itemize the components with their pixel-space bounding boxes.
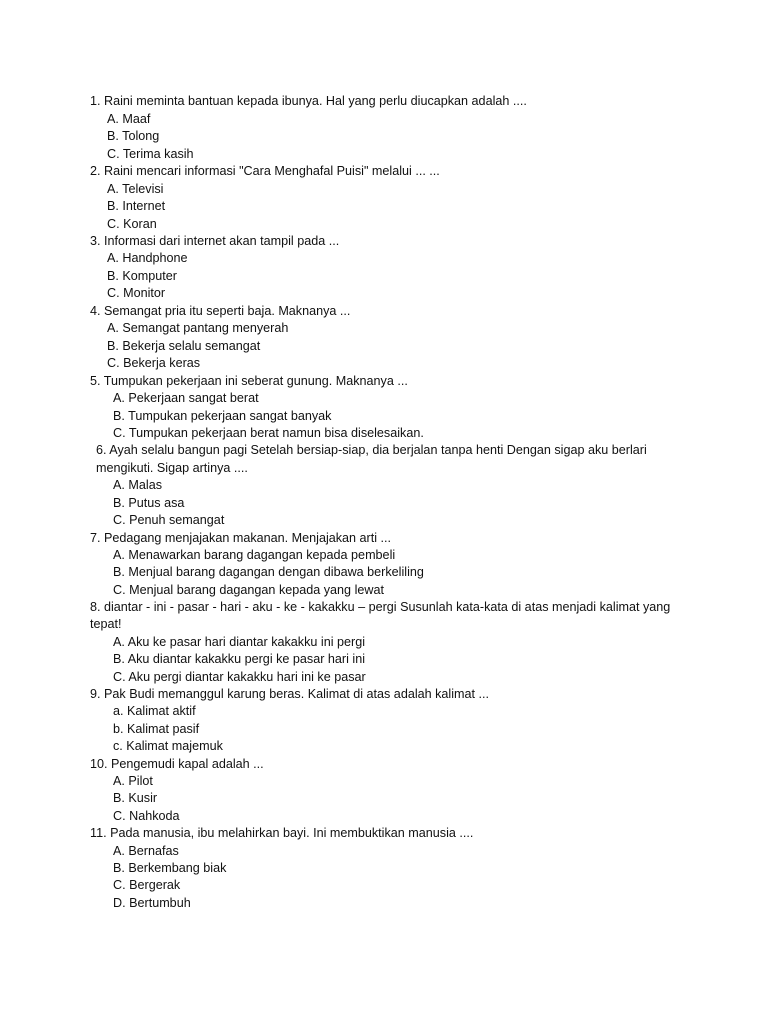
question-1-text: 1. Raini meminta bantuan kepada ibunya. Hal yang perlu diucapkan adalah .... (90, 94, 527, 108)
question-7-option-a: A. Menawarkan barang dagangan kepada pembeli (113, 547, 396, 562)
question-7-option-c: C. Menjual barang dagangan kepada yang lewat (113, 582, 384, 597)
question-7-text: 7. Pedagang menjajakan makanan. Menjajakan arti ... (90, 530, 392, 545)
question-2-option-a: A. Televisi (107, 181, 164, 196)
question-1-option-c: C. Terima kasih (107, 146, 194, 161)
question-6-option-a: A. Malas (113, 478, 162, 492)
question-3-option-b: B. Komputer (107, 268, 177, 283)
question-3-text: 3. Informasi dari internet akan tampil pada ... (90, 234, 340, 248)
question-5-option-b: B. Tumpukan pekerjaan sangat banyak (113, 408, 332, 423)
question-11-option-d: D. Bertumbuh (113, 895, 191, 910)
question-10-option-b: B. Kusir (113, 791, 158, 805)
question-4-option-b: B. Bekerja selalu semangat (107, 338, 261, 353)
question-2-text: 2. Raini mencari informasi "Cara Menghafal Puisi" melalui ... ... (90, 164, 440, 178)
question-4-option-c: C. Bekerja keras (107, 356, 201, 370)
question-8-option-b: B. Aku diantar kakakku pergi ke pasar hari ini (113, 652, 366, 666)
question-2-option-c: C. Koran (107, 216, 157, 231)
question-9-text: 9. Pak Budi memanggul karung beras. Kalimat di atas adalah kalimat ... (90, 687, 490, 701)
question-9-option-c: c. Kalimat majemuk (113, 739, 223, 753)
question-5-text: 5. Tumpukan pekerjaan ini seberat gunung. Maknanya ... (90, 373, 408, 388)
question-6-text-continued: mengikuti. Sigap artinya .... (96, 460, 248, 475)
question-6-option-c: C. Penuh semangat (113, 513, 225, 527)
question-9-option-a: a. Kalimat aktif (113, 704, 196, 718)
question-5-option-c: C. Tumpukan pekerjaan berat namun bisa diselesaikan. (113, 426, 424, 440)
question-10-text: 10. Pengemudi kapal adalah ... (90, 756, 264, 771)
question-7-option-b: B. Menjual barang dagangan dengan dibawa berkeliling (113, 565, 424, 579)
question-1-option-b: B. Tolong (107, 129, 160, 143)
question-8-option-c: C. Aku pergi diantar kakakku hari ini ke pasar (113, 669, 366, 684)
question-11-option-a: A. Bernafas (113, 843, 179, 858)
question-3-option-c: C. Monitor (107, 286, 166, 300)
question-2-option-b: B. Internet (107, 199, 166, 213)
question-11-text: 11. Pada manusia, ibu melahirkan bayi. Ini membuktikan manusia .... (90, 826, 474, 840)
question-5-option-a: A. Pekerjaan sangat berat (113, 391, 259, 405)
question-8-text: 8. diantar - ini - pasar - hari - aku - ke - kakakku – pergi Susunlah kata-kata di atas menjadi kalimat yang (90, 599, 671, 614)
question-6-text: 6. Ayah selalu bangun pagi Setelah bersiap-siap, dia berjalan tanpa henti Dengan sigap aku berlari (96, 443, 647, 457)
question-8-text-continued: tepat! (90, 617, 122, 631)
question-4-text: 4. Semangat pria itu seperti baja. Maknanya ... (90, 303, 351, 318)
question-3-option-a: A. Handphone (107, 251, 188, 265)
question-8-option-a: A. Aku ke pasar hari diantar kakakku ini pergi (113, 634, 366, 649)
question-10-option-c: C. Nahkoda (113, 808, 180, 823)
question-4-option-a: A. Semangat pantang menyerah (107, 321, 289, 335)
question-11-option-c: C. Bergerak (113, 878, 181, 892)
question-9-option-b: b. Kalimat pasif (113, 721, 200, 736)
question-10-option-a: A. Pilot (113, 774, 153, 788)
question-6-option-b: B. Putus asa (113, 495, 185, 510)
question-1-option-a: A. Maaf (107, 111, 151, 126)
question-11-option-b: B. Berkembang biak (113, 861, 227, 875)
